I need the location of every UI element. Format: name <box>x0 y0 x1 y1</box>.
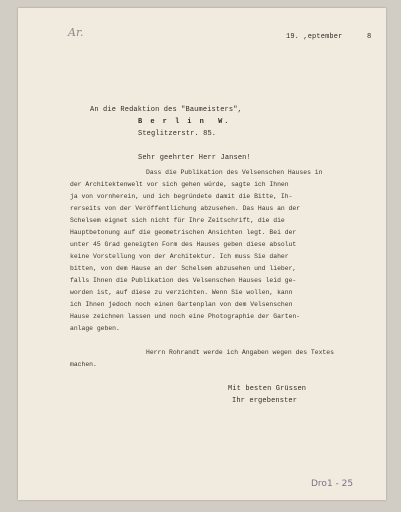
letter-date: 19. ,eptember <box>286 33 343 41</box>
body-line: rerseits von der Veröffentlichung abzusehen. Das Haus an der <box>70 205 301 212</box>
letter-date-suffix: 8 <box>367 33 372 41</box>
letter-page <box>18 8 386 500</box>
body-line: der Architektenwelt vor sich gehen würde, sagte ich Ihnen <box>70 181 289 188</box>
body-line: machen. <box>70 361 97 368</box>
archive-stamp: Dro1 - 25 <box>311 479 354 489</box>
body-line: Schelsem eignet sich nicht für Ihre Zeitschrift, die die <box>70 217 285 224</box>
body-line: Hause zeichnen lassen und noch eine Photographie der Garten- <box>70 313 301 320</box>
address-street: Steglitzerstr. 85. <box>138 130 217 138</box>
body-line: unter 45 Grad geneigten Form des Hauses geben diese absolut <box>70 241 297 248</box>
body-line: ich Ihnen jedoch noch einen Gartenplan von dem Velsenschen <box>70 301 293 308</box>
body-line: bitten, von dem Hause an der Schelsem abzusehen und lieber, <box>70 265 297 272</box>
body-line: anlage geben. <box>70 325 120 332</box>
address-city: B e r l i n W. <box>138 118 231 126</box>
signature-line: Ihr ergebenster <box>232 397 298 405</box>
body-line: keine Vorstellung von der Architektur. Ich muss Sie daher <box>70 253 289 260</box>
body-line: worden ist, auf diese zu verzichten. Wenn Sie wollen, kann <box>70 289 293 296</box>
body-line: Herrn Rohrandt werde ich Angaben wegen des Textes <box>146 349 334 356</box>
body-line: ja von vornherein, und ich begründete damit die Bitte, Ih- <box>70 193 293 200</box>
closing: Mit besten Grüssen <box>228 385 307 393</box>
pencil-annotation: Ar. <box>68 26 84 39</box>
address-recipient: An die Redaktion des "Baumeisters", <box>90 106 242 114</box>
salutation: Sehr geehrter Herr Jansen! <box>138 154 251 162</box>
body-line: Hauptbetonung auf die geometrischen Ansichten legt. Bei der <box>70 229 297 236</box>
body-line: falls Ihnen die Publikation des Velsenschen Hauses leid ge- <box>70 277 297 284</box>
body-line: Dass die Publikation des Velsenschen Hauses in <box>146 169 323 176</box>
